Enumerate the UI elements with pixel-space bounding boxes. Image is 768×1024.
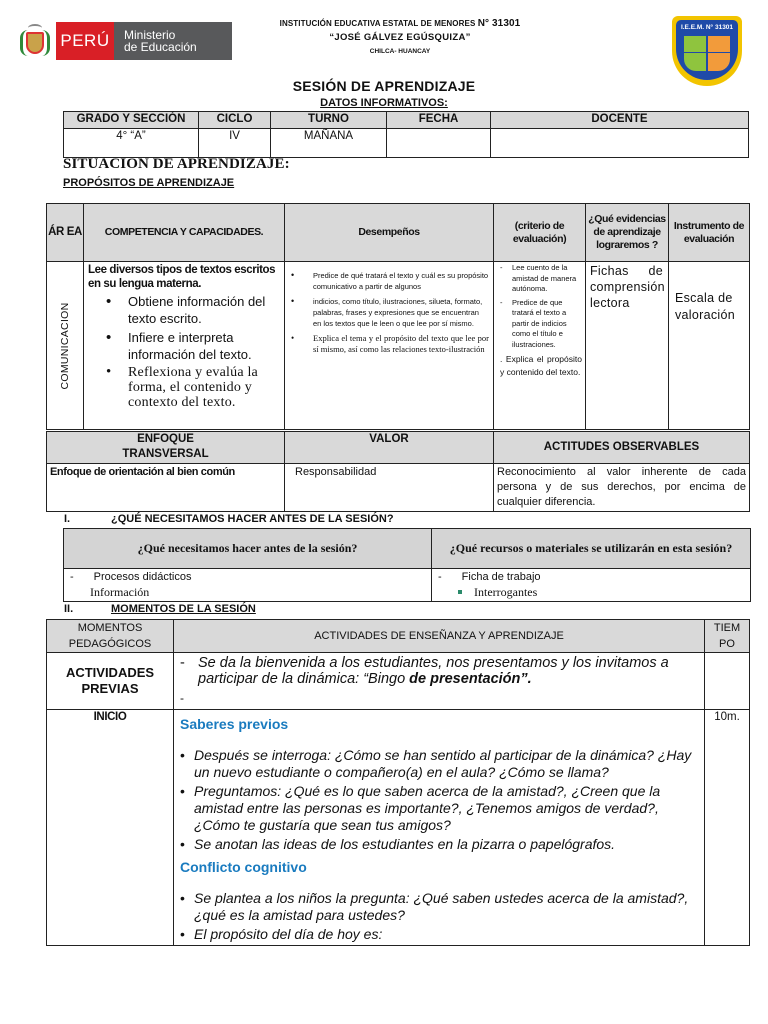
school-crest-icon: I.E.E.M. N° 31301: [672, 16, 742, 86]
momentos-table: [46, 619, 750, 946]
actividades-previas-label: ACTIVIDADES PREVIAS: [47, 653, 174, 710]
inicio-time: 10m.: [705, 710, 750, 946]
enfoque-value: Enfoque de orientación al bien común: [47, 464, 285, 512]
criterio-item: . Explica el propósito y contenido del texto.: [500, 354, 582, 377]
desempenos-cell: [285, 262, 494, 430]
recursos-cell: - Ficha de trabajo Interrogantes: [432, 569, 751, 602]
header-ciclo: CICLO: [199, 112, 271, 129]
inicio-activities-cell: [174, 710, 705, 946]
actividades-previas-cell: - Se da la bienvenida a los estudiantes, nos presentamos y los invitamos a participar de la dinámica: “Bingo de presentación”. -: [174, 653, 705, 710]
criterio-item: - Predice de que tratará el texto a partir de indicios como el título e ilustraciones.: [498, 298, 582, 351]
grado-value: 4° “A”: [64, 129, 199, 158]
school-name: “JOSÉ GÁLVEZ EGÚSQUIZA”: [329, 32, 471, 43]
header-area: ÁR EA: [47, 204, 84, 262]
desempeno-item: • indicios, como título, ilustraciones, silueta, formato, palabras, frases y expresiones que se encuentran en los textos que le leen o que lee por sí mismo.: [313, 296, 489, 329]
inicio-label: INICIO: [47, 710, 174, 946]
header-valor: VALOR: [285, 432, 494, 464]
antes-cell: - Procesos didácticos Información: [64, 569, 432, 602]
previas-time-cell: [705, 653, 750, 710]
peru-label: PERÚ: [56, 22, 114, 60]
activity-item: • Después se interroga: ¿Cómo se han sentido al participar de la dinámica? ¿Hay un nuevo estudiante o compañero(a) en el aula? ¿Cómo se llama?: [180, 747, 698, 781]
header-turno: TURNO: [271, 112, 387, 129]
header-competencia: COMPETENCIA Y CAPACIDADES.: [84, 204, 285, 262]
activity-item: • Se plantea a los niños la pregunta: ¿Qué saben ustedes acerca de la amistad?, ¿qué es la amistad para ustedes?: [180, 890, 698, 924]
saberes-previos-heading: Saberes previos: [180, 716, 289, 732]
area-label: COMUNICACION: [59, 301, 71, 390]
header-evidencias: ¿Qué evidencias de aprendizaje lograremos ?: [586, 204, 669, 262]
docente-value: [491, 129, 749, 158]
header-enfoque: ENFOQUE TRANSVERSAL: [47, 432, 285, 464]
propositos-table: [46, 203, 750, 430]
header-grado: GRADO Y SECCIÓN: [64, 112, 199, 129]
section-1-heading: I. ¿QUÉ NECESITAMOS HACER ANTES DE LA SESIÓN?: [64, 513, 394, 525]
area-cell: [47, 262, 84, 430]
peru-coat-of-arms-icon: [20, 24, 50, 58]
competencia-cell: [84, 262, 285, 430]
header-instrumento: Instrumento de evaluación: [669, 204, 750, 262]
page-title: SESIÓN DE APRENDIZAJE: [292, 78, 476, 94]
criterio-cell: [494, 262, 586, 430]
turno-value: MAÑANA: [271, 129, 387, 158]
instrumento-cell: Escala de valoración: [669, 262, 750, 430]
capacidad-item: • Obtiene información del texto escrito.: [106, 293, 284, 327]
desempeno-item: • Predice de qué tratará el texto y cuál es su propósito comunicativo a partir de algunos: [313, 270, 489, 292]
header-docente: DOCENTE: [491, 112, 749, 129]
header-recursos: ¿Qué recursos o materiales se utilizarán en esta sesión?: [432, 529, 751, 569]
institution-name: INSTITUCIÓN EDUCATIVA ESTATAL DE MENORES N° 31301: [279, 18, 521, 29]
situacion-heading: SITUACION DE APRENDIZAJE:: [63, 156, 290, 172]
header-actitudes: ACTITUDES OBSERVABLES: [494, 432, 750, 464]
activity-item: • El propósito del día de hoy es:: [180, 926, 698, 943]
header-desempenos: Desempeños: [285, 204, 494, 262]
fecha-value: [387, 129, 491, 158]
header-actividades: ACTIVIDADES DE ENSEÑANZA Y APRENDIZAJE: [174, 620, 705, 653]
capacidades-list: [84, 293, 284, 410]
activity-item: • Se anotan las ideas de los estudiantes en la pizarra o papelógrafos.: [180, 836, 698, 853]
enfoque-table: [46, 431, 750, 512]
header-fecha: FECHA: [387, 112, 491, 129]
evidencia-cell: Fichas de comprensión lectora: [586, 262, 669, 430]
capacidad-item: • Reflexiona y evalúa la forma, el contenido y contexto del texto.: [106, 365, 284, 410]
header-momentos: MOMENTOS PEDAGÓGICOS: [47, 620, 174, 653]
propositos-heading: PROPÓSITOS DE APRENDIZAJE: [63, 177, 235, 189]
activity-item: • Preguntamos: ¿Qué es lo que saben acerca de la amistad?, ¿Creen que la amistad entre las personas es importante?, ¿Tenemos amigos de verdad?, ¿Cómo te gustaría que sean tus amigos?: [180, 783, 698, 834]
ministry-label: Ministerio de Educación: [114, 22, 232, 60]
antes-sesion-table: [63, 528, 751, 602]
datos-informativos-heading: DATOS INFORMATIVOS:: [320, 97, 448, 109]
header-criterio: (criterio de evaluación): [494, 204, 586, 262]
competencia-title: Lee diversos tipos de textos escritos en su lengua materna.: [88, 264, 276, 290]
header-antes: ¿Qué necesitamos hacer antes de la sesión?: [64, 529, 432, 569]
desempenos-list: [285, 262, 493, 355]
desempeno-item: • Explica el tema y el propósito del texto que lee por sí mismo, así como las relaciones texto-ilustración: [313, 333, 489, 355]
section-2-heading: II. MOMENTOS DE LA SESIÓN: [64, 603, 256, 615]
square-bullet-icon: [458, 590, 462, 594]
actitudes-value: Reconocimiento al valor inherente de cada persona y de sus derechos, por encima de cualquier diferencia.: [494, 464, 750, 512]
ciclo-value: IV: [199, 129, 271, 158]
header-tiempo: TIEM PO: [705, 620, 750, 653]
criterio-item: - Lee cuento de la amistad de manera autónoma.: [498, 263, 582, 295]
conflicto-cognitivo-heading: Conflicto cognitivo: [180, 859, 307, 875]
valor-value: Responsabilidad: [285, 464, 494, 512]
school-location: CHILCA- HUANCAY: [369, 48, 431, 55]
datos-informativos-table: [63, 111, 749, 158]
capacidad-item: • Infiere e interpreta información del texto.: [106, 329, 284, 363]
